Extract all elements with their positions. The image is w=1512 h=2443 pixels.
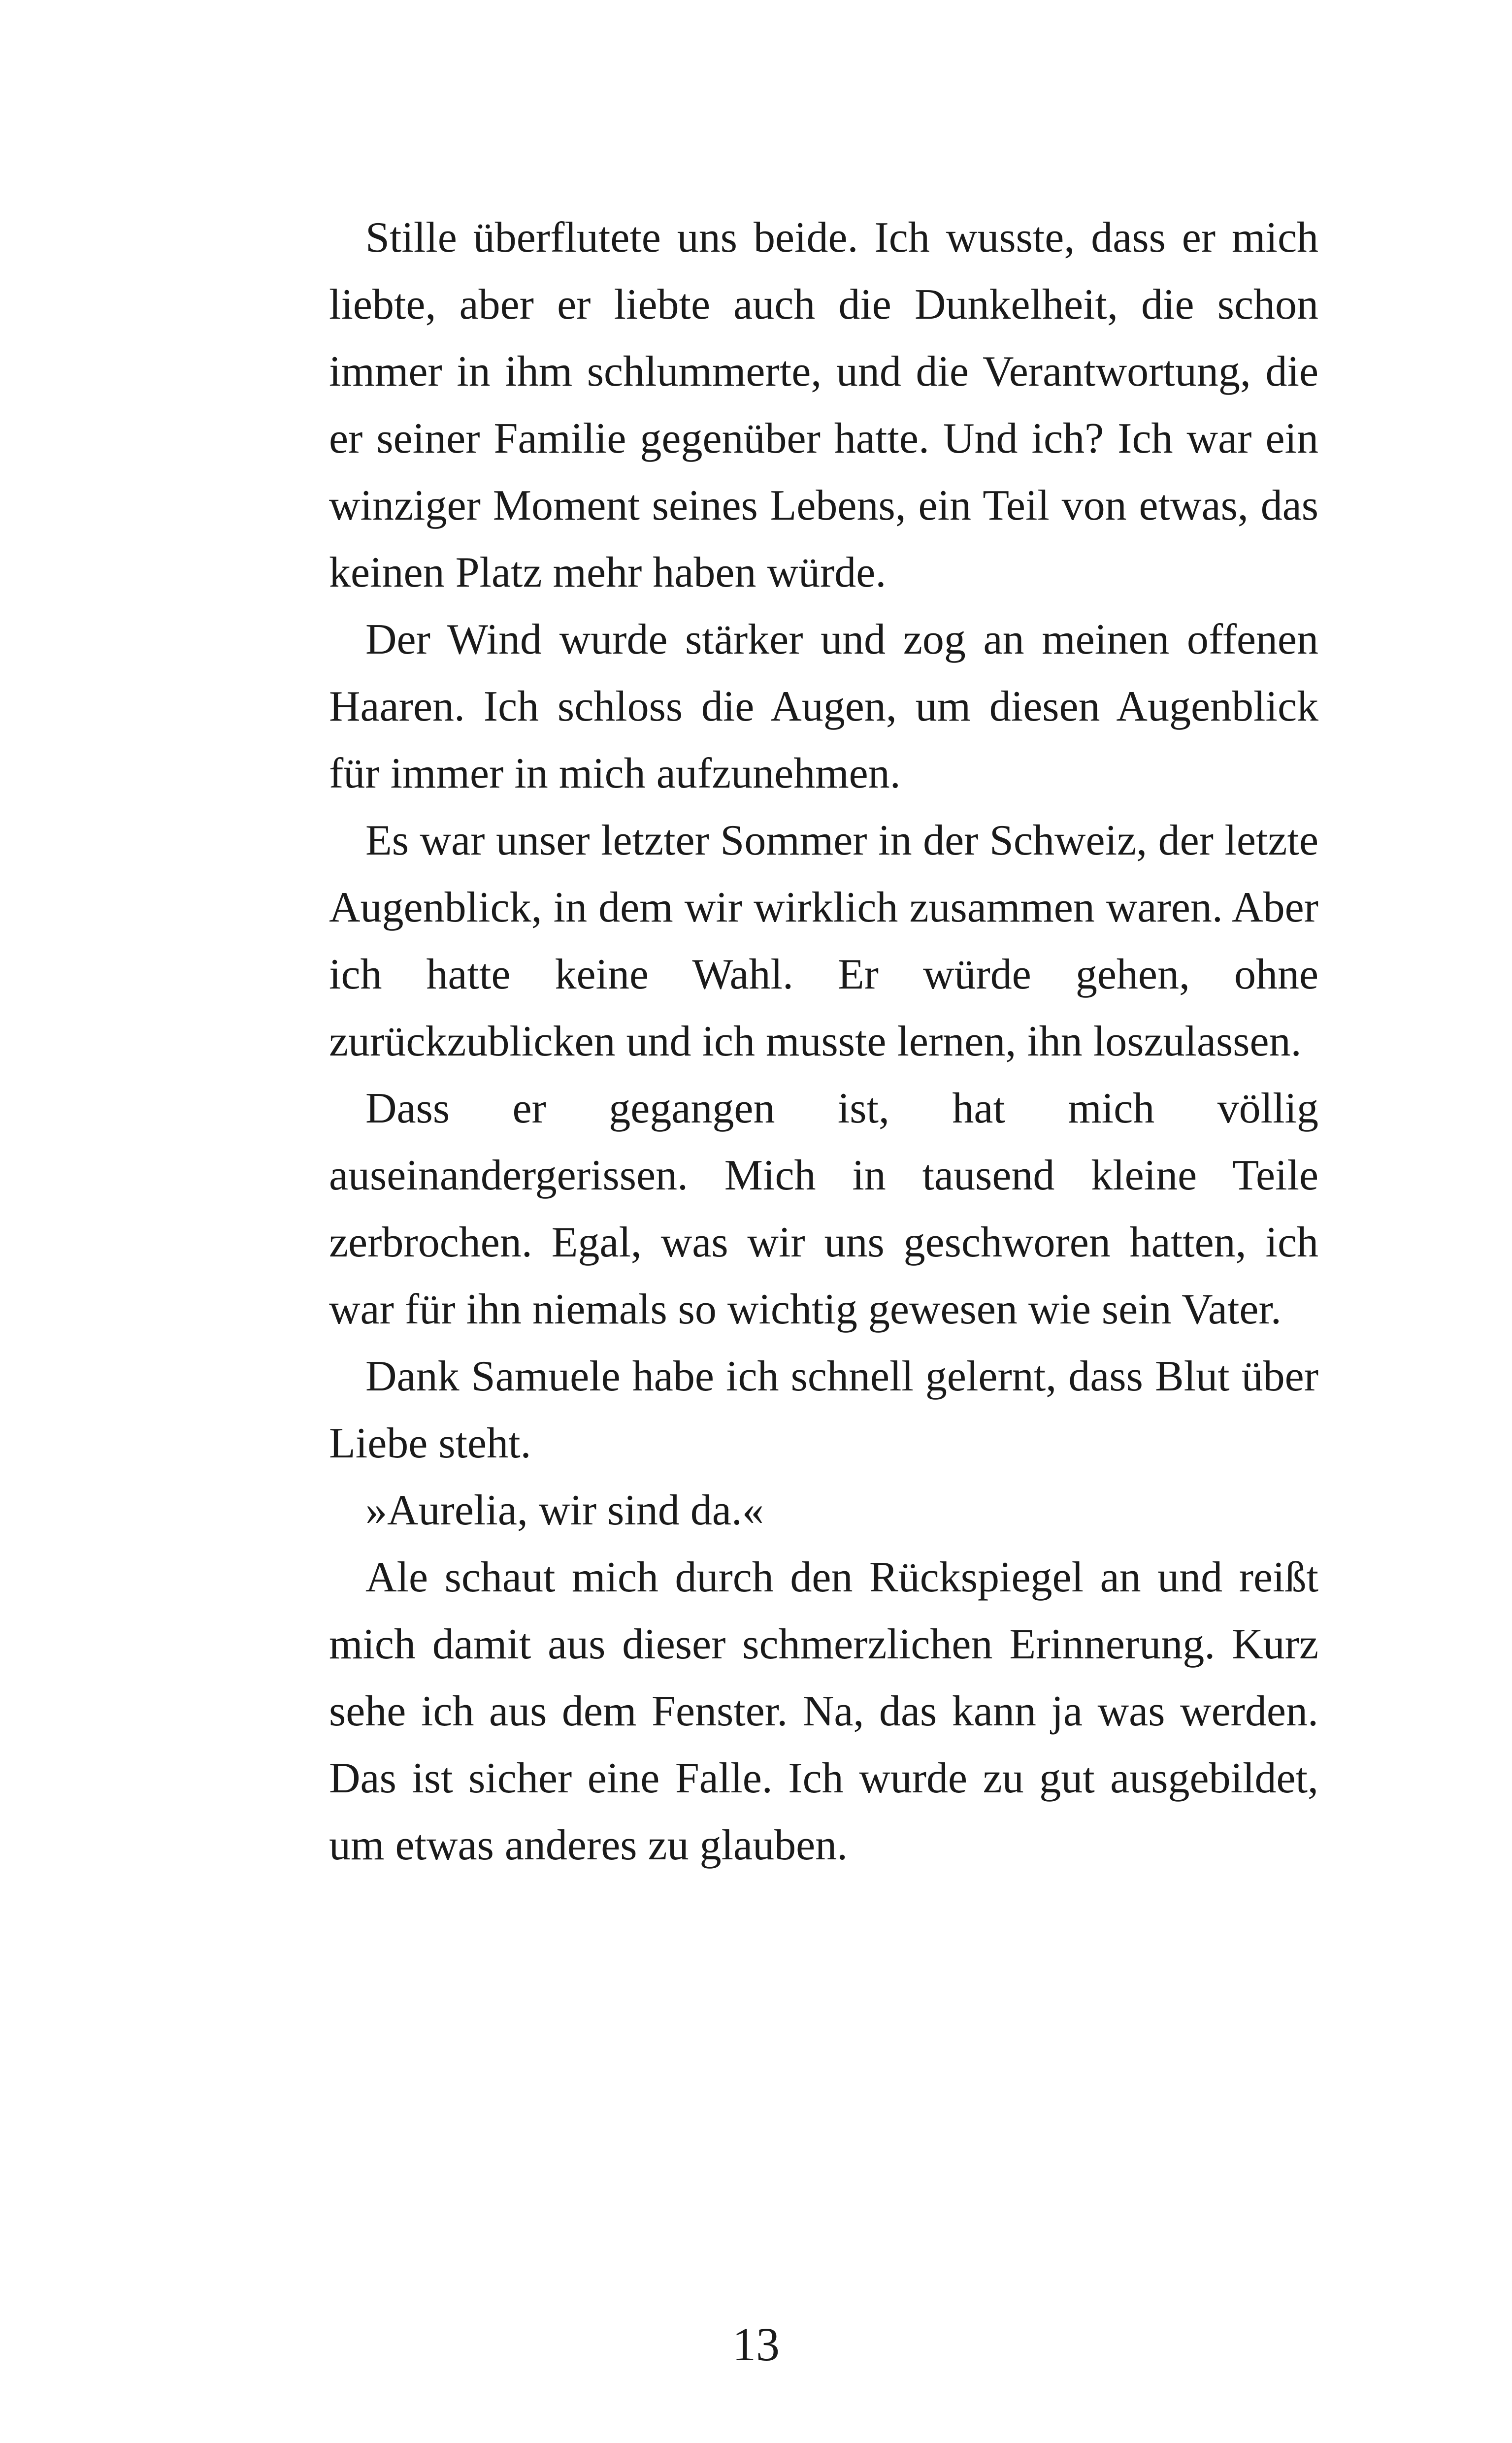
paragraph: Ale schaut mich durch den Rückspiegel an und reißt mich damit aus dieser schmerzlichen Erinnerung. Kurz sehe ich aus dem Fenster. Na, das kann ja was werden. Das ist sicher eine Falle. Ich wurde zu gut ausgebildet, um etwas anderes zu glauben.	[329, 1553, 1318, 1869]
paragraph: Dank Samuele habe ich schnell gelernt, dass Blut über Liebe steht.	[329, 1353, 1318, 1467]
paragraph: Stille überflutete uns beide. Ich wusste, dass er mich liebte, aber er liebte auch die Dunkelheit, die schon immer in ihm schlummerte, und die Verantwortung, die er seiner Familie gegenüber hatte. Und ich? Ich war ein winziger Moment seines Lebens, ein Teil von etwas, das keinen Platz mehr haben würde.	[329, 214, 1318, 596]
paragraph: »Aurelia, wir sind da.«	[365, 1486, 764, 1534]
page-number: 13	[732, 2318, 780, 2371]
paragraph: Es war unser letzter Sommer in der Schweiz, der letzte Augenblick, in dem wir wirklich zusammen waren. Aber ich hatte keine Wahl. Er würde gehen, ohne zurückzublicken und ich musste lernen, ihn loszulassen.	[329, 817, 1318, 1065]
body-text	[329, 204, 1318, 1879]
paragraph: Der Wind wurde stärker und zog an meinen offenen Haaren. Ich schloss die Augen, um diesen Augenblick für immer in mich aufzunehmen.	[329, 616, 1318, 797]
paragraph: Dass er gegangen ist, hat mich völlig auseinandergerissen. Mich in tausend kleine Teile zerbrochen. Egal, was wir uns geschworen hatten, ich war für ihn niemals so wichtig gewesen wie sein Vater.	[329, 1085, 1318, 1333]
